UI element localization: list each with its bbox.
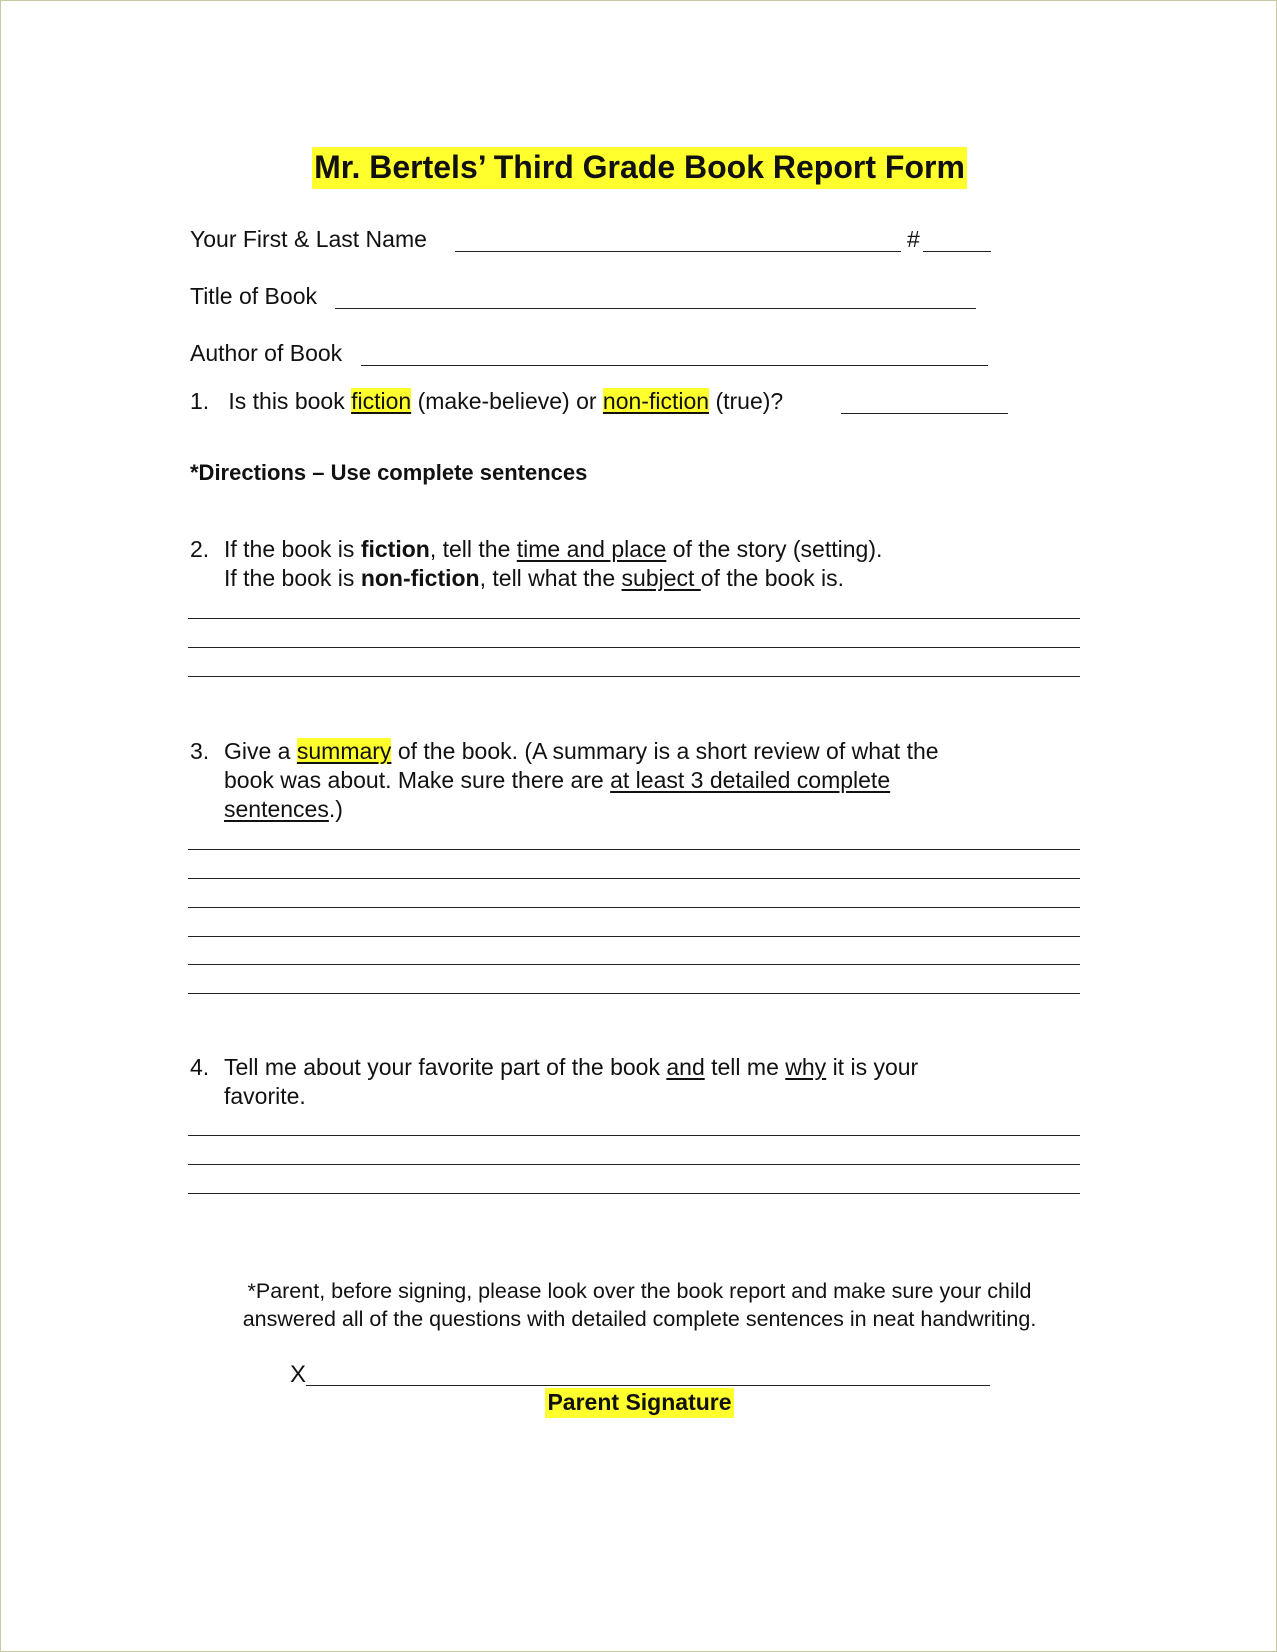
q3-l3-sentences: sentences xyxy=(224,796,329,822)
q1-text-mid1: (make-believe) or xyxy=(417,388,597,414)
q2-l2-subject: subject xyxy=(621,565,701,591)
q2-answer-line[interactable] xyxy=(188,647,1080,648)
q1-answer-line[interactable] xyxy=(841,413,1008,414)
number-input-line[interactable] xyxy=(923,251,991,252)
book-title-input-line[interactable] xyxy=(335,308,976,309)
q2-l2-e: of the book is. xyxy=(700,565,844,591)
q1-number: 1. xyxy=(190,388,210,414)
q3-l1-summary: summary xyxy=(296,738,392,764)
q2-l2-a: If the book is xyxy=(224,565,355,591)
page-title xyxy=(1,149,1277,186)
q2-l1-c: , tell the xyxy=(429,536,511,562)
signature-x-mark: X xyxy=(290,1361,307,1388)
q3-answer-line[interactable] xyxy=(188,993,1080,994)
q2-l2-c: , tell what the xyxy=(479,565,616,591)
title-text: Mr. Bertels’ Third Grade Book Report Form xyxy=(312,147,967,189)
q2-l1-e: of the story (setting). xyxy=(672,536,883,562)
q1-text-pre: Is this book xyxy=(228,388,345,414)
author-input-line[interactable] xyxy=(361,365,988,366)
number-label: # xyxy=(907,226,920,252)
q4-l1-c: tell me xyxy=(711,1054,779,1080)
q3-answer-line[interactable] xyxy=(188,907,1080,908)
q4-answer-line[interactable] xyxy=(188,1135,1080,1136)
q4-l1-and: and xyxy=(666,1054,705,1080)
q1-text-mid2: (true)? xyxy=(715,388,784,414)
q2-l1-time-place: time and place xyxy=(516,536,667,562)
signature-line[interactable] xyxy=(306,1385,990,1386)
q2-number: 2. xyxy=(190,536,210,562)
q4-l1-why: why xyxy=(785,1054,827,1080)
parent-note xyxy=(1,1277,1277,1333)
q4-l1-e: it is your xyxy=(832,1054,919,1080)
parent-note-line-2: answered all of the questions with detailed complete sentences in neat handwriting. xyxy=(242,1307,1037,1331)
q2-line-2 xyxy=(224,564,844,592)
q2-l1-fiction: fiction xyxy=(360,536,430,562)
q2-answer-line[interactable] xyxy=(188,618,1080,619)
q2-line-1 xyxy=(224,535,882,563)
q3-answer-line[interactable] xyxy=(188,936,1080,937)
signature-label-text: Parent Signature xyxy=(545,1388,733,1418)
name-input-line[interactable] xyxy=(455,251,901,252)
q3-answer-line[interactable] xyxy=(188,878,1080,879)
q2-l1-a: If the book is xyxy=(224,536,355,562)
directions: *Directions – Use complete sentences xyxy=(190,460,588,485)
q4-line-1 xyxy=(224,1053,918,1081)
author-label: Author of Book xyxy=(190,340,343,366)
parent-note-line-1: *Parent, before signing, please look over the book report and make sure your child xyxy=(247,1279,1032,1303)
q1-nonfiction: non-fiction xyxy=(602,388,710,414)
q3-answer-line[interactable] xyxy=(188,964,1080,965)
q3-l3-b: .) xyxy=(328,796,343,822)
q4-number: 4. xyxy=(190,1054,210,1080)
q3-line-3 xyxy=(224,795,343,823)
q3-l2-at-least: at least 3 detailed complete xyxy=(610,767,891,793)
q3-line-1 xyxy=(224,737,939,765)
q3-l1-c: of the book. (A summary is a short review of what the xyxy=(397,738,939,764)
q1-fiction: fiction xyxy=(351,388,412,414)
book-title-label: Title of Book xyxy=(190,283,317,309)
name-label: Your First & Last Name xyxy=(190,226,427,252)
q3-l1-a: Give a xyxy=(224,738,291,764)
signature-label xyxy=(1,1389,1277,1416)
q3-l2-a: book was about. Make sure there are xyxy=(224,767,604,793)
q2-answer-line[interactable] xyxy=(188,676,1080,677)
q3-number: 3. xyxy=(190,738,210,764)
q3-answer-line[interactable] xyxy=(188,849,1080,850)
q3-line-2 xyxy=(224,766,890,794)
q4-answer-line[interactable] xyxy=(188,1193,1080,1194)
q4-l1-a: Tell me about your favorite part of the book xyxy=(224,1054,660,1080)
q4-line-2: favorite. xyxy=(224,1083,306,1109)
q4-answer-line[interactable] xyxy=(188,1164,1080,1165)
q2-l2-nonfiction: non-fiction xyxy=(360,565,480,591)
question-1 xyxy=(190,387,783,415)
